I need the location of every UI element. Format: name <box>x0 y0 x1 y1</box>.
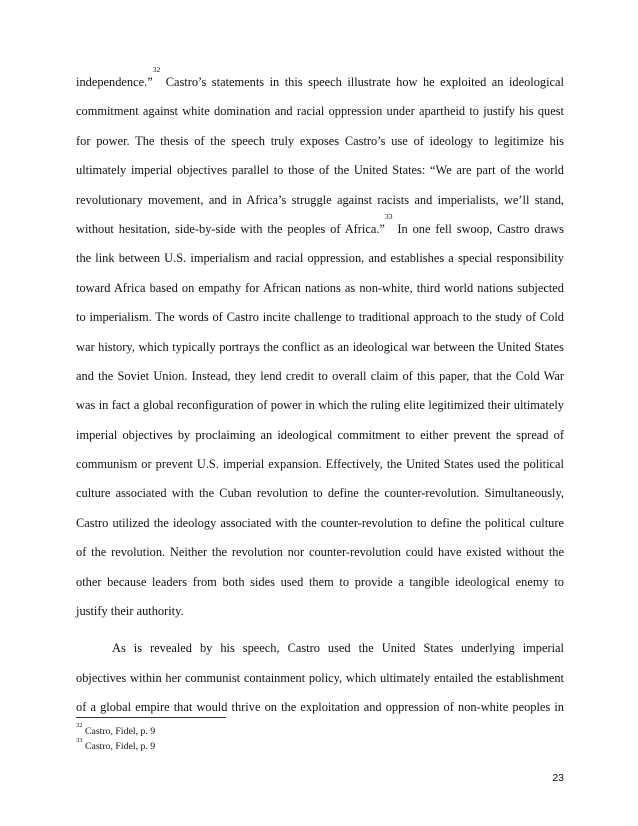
line-text: for power. The thesis of the speech truly exposes Castro’s use of ideology to legitimize his <box>76 133 564 148</box>
footnote-reference[interactable]: 32 <box>152 65 161 74</box>
line-text: ultimately imperial objectives parallel to those of the United States: “We are part of the world <box>76 163 564 178</box>
text-line <box>76 211 564 244</box>
footnote-number: 33 <box>76 737 83 744</box>
footnote-separator <box>76 717 226 718</box>
line-text: Castro’s statements in this speech illustrate how he exploited an ideological <box>160 75 564 89</box>
text-line <box>76 634 564 663</box>
footnote-text: Castro, Fidel, p. 9 <box>82 741 156 752</box>
text-line <box>76 450 564 479</box>
text-line <box>76 568 564 597</box>
footnote <box>76 724 376 739</box>
text-line <box>76 509 564 538</box>
text-line <box>76 127 564 156</box>
line-text: to imperialism. The words of Castro incite challenge to traditional approach to the study of Cold <box>76 310 564 325</box>
body-text <box>76 65 564 723</box>
paragraph-1 <box>76 65 564 626</box>
line-text: independence.” <box>76 75 153 89</box>
line-text: culture associated with the Cuban revolution to define the counter-revolution. Simultaneously, <box>76 486 564 501</box>
line-text: was in fact a global reconfiguration of power in which the ruling elite legitimized their ultimately <box>76 398 564 413</box>
text-line <box>76 333 564 362</box>
line-text: war history, which typically portrays the conflict as an ideological war between the United States <box>76 339 564 354</box>
text-line <box>76 479 564 508</box>
line-text: without hesitation, side-by-side with the peoples of Africa.” <box>76 221 385 236</box>
text-line <box>76 244 564 273</box>
line-text: revolutionary movement, and in Africa’s struggle against racists and imperialists, we’ll stand, <box>76 192 564 207</box>
text-line <box>76 664 564 693</box>
text-line <box>76 186 564 215</box>
text-line <box>76 303 564 332</box>
footnotes <box>76 724 376 754</box>
line-text: justify their authority. <box>76 604 184 619</box>
footnote <box>76 739 376 754</box>
line-text: Castro utilized the ideology associated with the counter-revolution to define the political culture <box>76 515 564 530</box>
paragraph-2 <box>76 634 564 722</box>
text-line <box>76 65 564 97</box>
line-text: and the Soviet Union. Instead, they lend credit to overall claim of this paper, that the Cold War <box>76 368 564 383</box>
text-line <box>76 597 564 626</box>
line-text: other because leaders from both sides used them to provide a tangible ideological enemy to <box>76 574 564 589</box>
text-line <box>76 538 564 567</box>
line-text: communism or prevent U.S. imperial expansion. Effectively, the United States used the political <box>76 457 564 472</box>
text-line <box>76 97 564 126</box>
text-line <box>76 421 564 450</box>
line-text: of a global empire that would thrive on the exploitation and oppression of non-white peoples in <box>76 700 564 715</box>
line-text: In one fell swoop, Castro draws <box>392 221 564 236</box>
text-line <box>76 362 564 391</box>
line-text: objectives within her communist containment policy, which ultimately entailed the establishment <box>76 670 564 685</box>
line-text: of the revolution. Neither the revolution nor counter-revolution could have existed without the <box>76 545 564 560</box>
text-line <box>76 391 564 420</box>
line-text: toward Africa based on empathy for African nations as non-white, third world nations subjected <box>76 280 564 295</box>
line-text: imperial objectives by proclaiming an ideological commitment to either prevent the spread of <box>76 427 564 442</box>
text-line <box>76 693 564 722</box>
footnote-reference[interactable]: 33 <box>384 211 393 221</box>
footnote-text: Castro, Fidel, p. 9 <box>82 726 156 737</box>
text-line <box>76 156 564 185</box>
footnote-number: 32 <box>76 722 83 729</box>
line-text: commitment against white domination and racial oppression under apartheid to justify his quest <box>76 104 564 119</box>
paragraph-gap <box>76 626 564 634</box>
line-text: the link between U.S. imperialism and racial oppression, and establishes a special responsibility <box>76 251 564 266</box>
text-line <box>76 274 564 303</box>
page-number: 23 <box>552 772 564 784</box>
line-text: As is revealed by his speech, Castro used the United States underlying imperial <box>112 641 564 656</box>
